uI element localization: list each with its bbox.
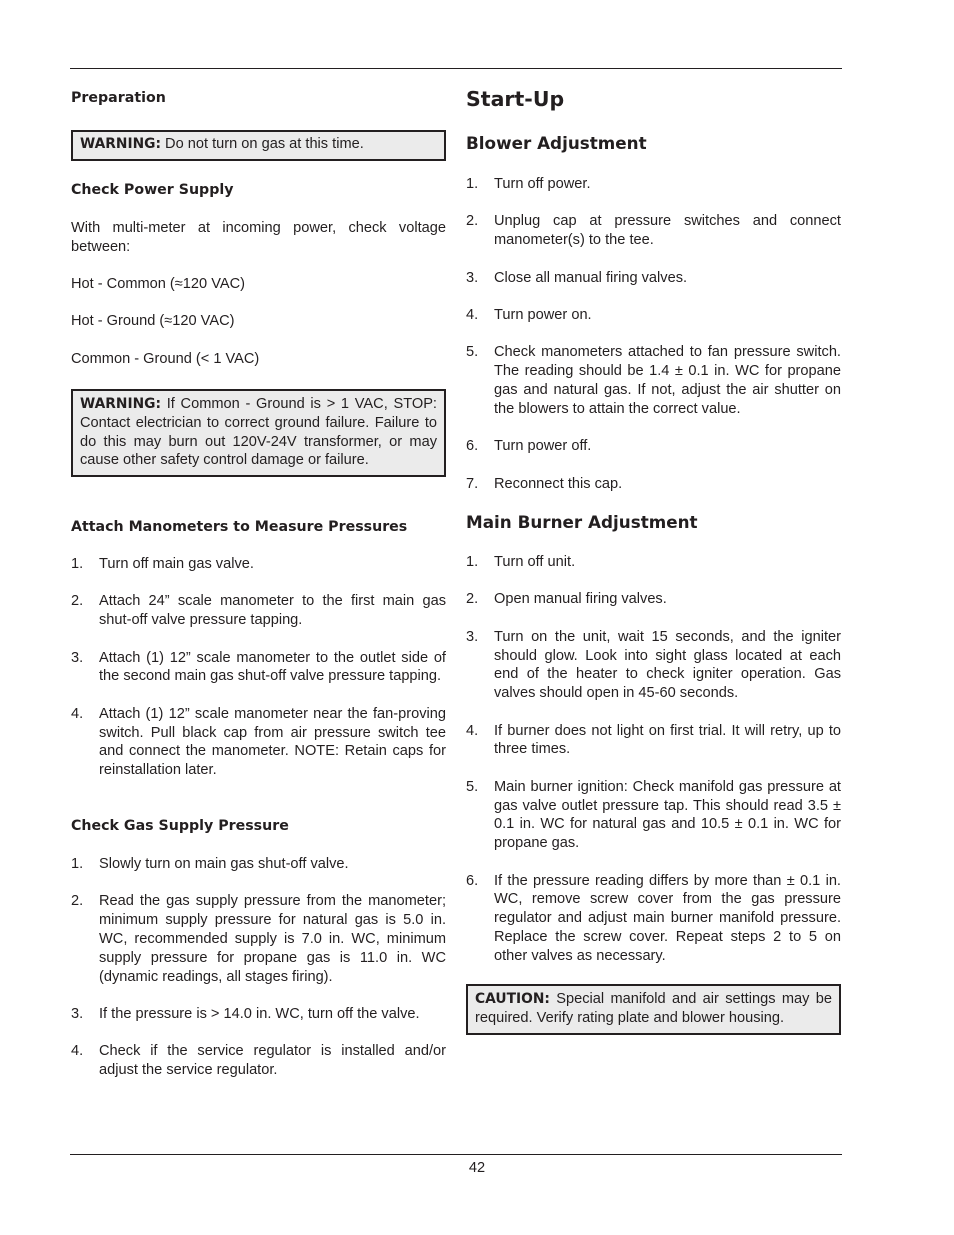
gas-supply-steps <box>71 855 446 1080</box>
voltage-common-ground: Common - Ground (< 1 VAC) <box>71 351 260 367</box>
step-text: Turn on the unit, wait 15 seconds, and the igniter should glow. Look into sight glass located at each end of the heater to check igniter operation. Gas valves should open in 45-60 seconds. <box>494 628 841 702</box>
list-item <box>466 778 841 853</box>
page-title: Start-Up <box>466 87 565 111</box>
step-number: 1. <box>71 856 84 872</box>
step-text: Main burner ignition: Check manifold gas pressure at gas valve outlet pressure tap. This should read 3.5 ± 0.1 in. WC for natural gas and 10.5 ± 0.1 in. WC for propane gas. <box>494 778 841 852</box>
voltage-hot-common: Hot - Common (≈120 VAC) <box>71 276 245 292</box>
step-number: 4. <box>466 306 479 323</box>
voltage-hot-ground: Hot - Ground (≈120 VAC) <box>71 313 235 329</box>
list-item <box>466 628 841 703</box>
main-burner-heading: Main Burner Adjustment <box>466 512 698 532</box>
list-item <box>466 590 841 609</box>
caution-text: Special manifold and air settings may be required. Verify rating plate and blower housing. <box>475 991 832 1026</box>
top-rule <box>70 68 842 69</box>
list-item <box>466 475 841 494</box>
step-text: Turn off power. <box>494 176 591 192</box>
step-text: Unplug cap at pressure switches and connect manometer(s) to the tee. <box>494 213 841 249</box>
caution-label: CAUTION: <box>475 991 550 1007</box>
step-number: 4. <box>466 722 479 739</box>
main-burner-steps <box>466 553 841 966</box>
list-item <box>71 649 446 687</box>
list-item <box>466 872 841 966</box>
list-item <box>71 1005 446 1024</box>
step-number: 4. <box>71 1043 84 1060</box>
check-power-intro: With multi-meter at incoming power, check voltage between: <box>71 220 446 255</box>
list-item <box>71 555 446 574</box>
step-text: Attach (1) 12” scale manometer near the fan-proving switch. Pull black cap from air pressure switch tee and connect the manometer. NOTE: Retain caps for reinstallation later. <box>99 705 446 779</box>
step-text: If burner does not light on first trial. It will retry, up to three times. <box>494 722 841 758</box>
list-item <box>71 855 446 874</box>
step-text: Open manual firing valves. <box>494 591 667 608</box>
list-item <box>466 212 841 250</box>
step-number: 6. <box>466 872 479 889</box>
step-number: 2. <box>71 593 84 610</box>
step-text: Turn off unit. <box>494 554 576 570</box>
step-text: Slowly turn on main gas shut-off valve. <box>99 856 349 872</box>
step-number: 5. <box>466 344 479 361</box>
step-number: 3. <box>466 628 479 645</box>
blower-steps <box>466 175 841 493</box>
step-number: 5. <box>466 778 479 795</box>
step-text: Turn power on. <box>494 306 592 323</box>
step-text: Close all manual firing valves. <box>494 269 688 286</box>
step-number: 1. <box>71 556 84 572</box>
list-item <box>466 306 841 325</box>
step-text: If the pressure is > 14.0 in. WC, turn off the valve. <box>99 1005 420 1022</box>
step-text: Turn power off. <box>494 438 592 455</box>
list-item <box>466 343 841 418</box>
warning-label: WARNING: <box>80 396 161 412</box>
page-number: 42 <box>468 1160 486 1176</box>
gas-supply-heading: Check Gas Supply Pressure <box>71 818 289 834</box>
step-number: 1. <box>466 176 479 192</box>
list-item <box>466 437 841 456</box>
step-number: 4. <box>71 705 84 722</box>
warning-text: If Common - Ground is > 1 VAC, STOP: Contact electrician to correct ground failure. Failure to do this may burn out 120V-24V transformer, or may cause other safety control damage or failure. <box>80 396 437 469</box>
list-item <box>466 722 841 760</box>
bottom-rule <box>70 1154 842 1155</box>
step-text: If the pressure reading differs by more than ± 0.1 in. WC, remove screw cover from the gas pressure regulator and adjust main burner manifold pressure. Replace the screw cover. Repeat steps 2 to 5 on other valves as necessary. <box>494 872 841 964</box>
step-text: Reconnect this cap. <box>494 475 623 492</box>
list-item <box>71 892 446 986</box>
step-number: 3. <box>466 269 479 286</box>
warning-box-gas <box>71 130 446 161</box>
step-number: 3. <box>71 649 84 666</box>
blower-heading: Blower Adjustment <box>466 133 647 153</box>
warning-box-ground <box>71 389 446 477</box>
caution-box <box>466 984 841 1035</box>
step-text: Check manometers attached to fan pressure switch. The reading should be 1.4 ± 0.1 in. WC for propane gas and natural gas. If not, adjust the air shutter on the blowers to attain the correct value. <box>494 344 841 417</box>
list-item <box>71 1042 446 1080</box>
step-number: 6. <box>466 438 479 455</box>
step-text: Attach 24” scale manometer to the first main gas shut-off valve pressure tapping. <box>99 593 446 629</box>
step-text: Attach (1) 12” scale manometer to the outlet side of the second main gas shut-off valve pressure tapping. <box>99 649 446 685</box>
list-item <box>71 705 446 780</box>
step-number: 7. <box>466 475 479 492</box>
list-item <box>466 175 841 194</box>
manometers-heading: Attach Manometers to Measure Pressures <box>71 519 408 535</box>
step-number: 2. <box>466 213 479 230</box>
step-number: 3. <box>71 1005 84 1022</box>
warning-label: WARNING: <box>80 136 161 152</box>
step-number: 2. <box>71 893 84 910</box>
list-item <box>71 592 446 630</box>
step-number: 2. <box>466 591 479 608</box>
check-power-heading: Check Power Supply <box>71 182 234 198</box>
step-text: Turn off main gas valve. <box>99 556 254 572</box>
manometer-steps <box>71 555 446 780</box>
step-number: 1. <box>466 554 479 570</box>
step-text: Read the gas supply pressure from the manometer; minimum supply pressure for natural gas is 5.0 in. WC, recommended supply is 7.0 in. WC, minimum supply pressure for propane gas is 11.0 in. WC (dynamic readings, all stages firing). <box>99 893 446 985</box>
list-item <box>466 553 841 572</box>
list-item <box>466 269 841 288</box>
warning-text: Do not turn on gas at this time. <box>160 136 364 152</box>
step-text: Check if the service regulator is installed and/or adjust the service regulator. <box>99 1043 446 1079</box>
preparation-heading: Preparation <box>71 90 166 106</box>
